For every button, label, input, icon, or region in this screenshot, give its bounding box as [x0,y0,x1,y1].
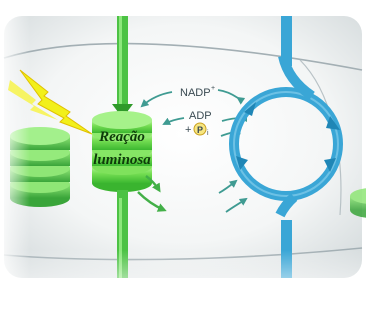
light-reaction-label-line2: luminosa [93,152,151,168]
phosphate-subscript: i [207,130,209,137]
light-reaction-complex [92,111,152,198]
plus-sign: + [185,124,192,136]
phosphate-icon [194,123,206,135]
nadp-superscript: + [211,85,216,92]
phosphate-symbol: P [196,125,204,135]
adp-label: ADP [189,110,212,122]
nadp-label: NADP [180,87,211,99]
light-reaction-label-line1: Reação [99,129,145,145]
grana-stack-right [350,188,366,218]
